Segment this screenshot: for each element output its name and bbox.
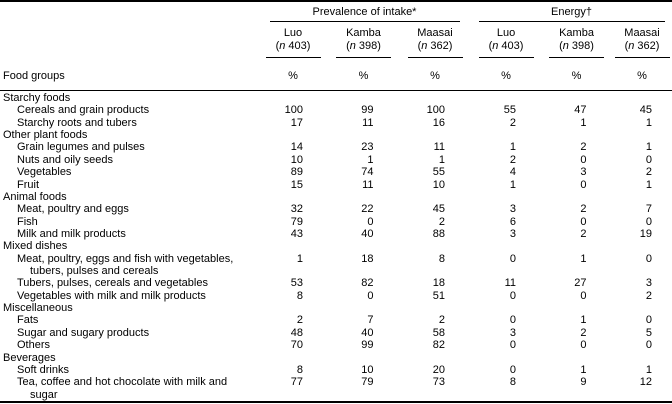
value-cell	[258, 216, 328, 228]
value-number: 11	[362, 178, 374, 191]
value-cell	[328, 376, 399, 402]
value-cell	[399, 117, 471, 129]
group-row	[0, 352, 672, 364]
value-cell	[471, 141, 541, 153]
value-number: 2	[509, 153, 517, 166]
food-label: Fish	[17, 215, 38, 228]
percent-header: %	[471, 63, 541, 91]
column-sample-size: (n 362)	[417, 39, 453, 52]
value-cell	[541, 104, 612, 116]
value-cell	[399, 339, 471, 351]
value-cell	[612, 228, 672, 240]
value-number: 0	[580, 178, 587, 191]
group-row	[0, 129, 672, 141]
column-underline	[615, 57, 670, 58]
value-number: 0	[645, 314, 653, 327]
value-cell	[258, 314, 328, 326]
spanner-energy-label: Energy†	[479, 6, 665, 22]
value-cell	[541, 314, 612, 326]
group-row	[0, 91, 672, 105]
value-cell	[328, 277, 399, 289]
spanner-prevalence-label: Prevalence of intake*	[270, 6, 460, 22]
value-cell	[471, 253, 541, 278]
value-cell	[258, 166, 328, 178]
food-row	[0, 203, 672, 215]
value-number: 10	[361, 363, 374, 376]
column-header-maasai	[612, 22, 672, 63]
value-cell	[612, 216, 672, 228]
table-body	[0, 91, 672, 402]
value-cell	[471, 327, 541, 339]
spanner-energy	[471, 1, 672, 22]
value-cell	[471, 216, 541, 228]
value-cell	[471, 290, 541, 302]
column-tribe-name: Luo	[496, 27, 516, 39]
food-label: Fats	[17, 314, 39, 327]
value-cell	[541, 339, 612, 351]
value-cell	[471, 179, 541, 191]
value-cell	[258, 104, 328, 116]
column-underline	[549, 57, 604, 58]
food-row	[0, 253, 672, 278]
value-cell	[612, 253, 672, 278]
food-label: Tubers, pulses, cereals and vegetables	[17, 277, 208, 290]
food-row	[0, 327, 672, 339]
value-cell	[471, 117, 541, 129]
value-number: 11	[433, 141, 445, 154]
value-cell	[612, 104, 672, 116]
food-label: Grain legumes and pulses	[17, 141, 145, 154]
value-number: 100	[284, 104, 303, 117]
column-underline	[479, 57, 534, 58]
value-number: 40	[361, 227, 374, 240]
value-cell	[612, 314, 672, 326]
value-number: 1	[296, 252, 303, 265]
value-number: 2	[509, 116, 517, 129]
value-number: 0	[367, 289, 374, 302]
value-number: 0	[645, 339, 653, 352]
value-cell	[541, 228, 612, 240]
value-number: 0	[645, 153, 653, 166]
value-number: 2	[438, 215, 445, 228]
value-number: 22	[361, 203, 374, 216]
value-cell	[258, 253, 328, 278]
group-label: Animal foods	[3, 190, 67, 203]
value-cell	[541, 253, 612, 278]
value-cell	[612, 141, 672, 153]
value-number: 27	[574, 277, 587, 290]
value-number: 0	[645, 252, 653, 265]
food-label: Starchy roots and tubers	[17, 116, 137, 129]
value-cell	[612, 203, 672, 215]
value-number: 48	[290, 326, 303, 339]
value-cell	[612, 117, 672, 129]
group-label: Other plant foods	[3, 129, 88, 142]
food-row	[0, 314, 672, 326]
value-number: 11	[504, 277, 517, 290]
value-cell	[612, 277, 672, 289]
value-number: 88	[432, 227, 445, 240]
value-cell	[399, 216, 471, 228]
value-cell	[399, 104, 471, 116]
food-label: Vegetables	[17, 166, 72, 179]
value-number: 1	[645, 141, 653, 154]
value-number: 32	[290, 203, 303, 216]
column-tribe-name: Kamba	[346, 27, 381, 39]
corner-cell	[0, 22, 258, 63]
value-number: 1	[509, 141, 517, 154]
value-cell	[328, 364, 399, 376]
value-cell	[258, 277, 328, 289]
value-cell	[471, 277, 541, 289]
value-cell	[541, 364, 612, 376]
value-number: 4	[509, 166, 517, 179]
value-number: 6	[509, 215, 517, 228]
value-number: 3	[580, 166, 587, 179]
value-cell	[258, 154, 328, 166]
column-underline	[408, 57, 463, 58]
value-cell	[399, 376, 471, 402]
food-label: Nuts and oily seeds	[17, 153, 113, 166]
value-cell	[541, 117, 612, 129]
value-cell	[399, 364, 471, 376]
value-number: 1	[509, 178, 517, 191]
value-cell	[399, 314, 471, 326]
value-number: 8	[438, 252, 445, 265]
value-number: 23	[361, 141, 374, 154]
value-number: 10	[432, 178, 445, 191]
value-cell	[328, 166, 399, 178]
food-label: Cereals and grain products	[17, 104, 150, 117]
column-tribe-name: Maasai	[417, 27, 453, 39]
value-number: 11	[362, 116, 374, 129]
value-number: 12	[639, 376, 653, 389]
column-underline	[336, 57, 391, 58]
value-number: 3	[509, 326, 517, 339]
value-number: 3	[509, 227, 517, 240]
value-number: 20	[432, 363, 445, 376]
value-cell	[541, 154, 612, 166]
food-row	[0, 141, 672, 153]
value-number: 0	[509, 289, 517, 302]
unit-row	[0, 63, 672, 91]
value-number: 79	[290, 215, 303, 228]
food-label: Sugar and sugary products	[17, 326, 150, 339]
value-number: 3	[509, 203, 517, 216]
value-number: 53	[290, 277, 303, 290]
value-cell	[328, 339, 399, 351]
value-number: 2	[645, 289, 653, 302]
food-row	[0, 117, 672, 129]
group-row	[0, 191, 672, 203]
value-number: 43	[290, 227, 303, 240]
value-cell	[541, 166, 612, 178]
value-cell	[541, 203, 612, 215]
column-sample-size: (n 362)	[624, 39, 660, 52]
column-tribe-name: Maasai	[624, 27, 660, 39]
value-number: 99	[361, 104, 374, 117]
value-cell	[471, 376, 541, 402]
value-cell	[612, 154, 672, 166]
value-cell	[612, 179, 672, 191]
value-cell	[612, 364, 672, 376]
value-cell	[541, 141, 612, 153]
group-label: Mixed dishes	[3, 240, 68, 253]
value-number: 7	[367, 314, 374, 327]
food-label: Others	[17, 339, 51, 352]
column-sample-size: (n 403)	[488, 39, 524, 52]
value-cell	[258, 327, 328, 339]
value-number: 0	[580, 153, 587, 166]
value-cell	[471, 364, 541, 376]
value-number: 2	[438, 314, 445, 327]
percent-header: %	[328, 63, 399, 91]
value-cell	[541, 216, 612, 228]
food-row	[0, 364, 672, 376]
value-number: 2	[296, 314, 303, 327]
percent-header: %	[612, 63, 672, 91]
value-cell	[541, 277, 612, 289]
row-header-label: Food groups	[0, 63, 258, 91]
value-number: 89	[290, 166, 303, 179]
value-cell	[328, 141, 399, 153]
column-underline	[266, 57, 321, 58]
value-cell	[399, 141, 471, 153]
value-number: 8	[509, 376, 517, 389]
value-cell	[328, 104, 399, 116]
value-number: 0	[509, 314, 517, 327]
value-cell	[258, 179, 328, 191]
value-number: 51	[432, 289, 445, 302]
group-row	[0, 240, 672, 252]
value-number: 47	[574, 104, 587, 117]
value-number: 82	[361, 277, 374, 290]
value-cell	[258, 228, 328, 240]
value-number: 9	[580, 376, 587, 389]
value-cell	[258, 339, 328, 351]
value-number: 40	[361, 326, 374, 339]
value-cell	[541, 290, 612, 302]
value-number: 1	[438, 153, 445, 166]
value-cell	[399, 228, 471, 240]
food-label: Soft drinks	[17, 363, 69, 376]
value-cell	[541, 179, 612, 191]
food-label: Milk and milk products	[17, 227, 126, 240]
value-number: 8	[296, 289, 303, 302]
value-number: 0	[509, 252, 517, 265]
percent-header: %	[399, 63, 471, 91]
value-number: 2	[580, 141, 587, 154]
value-cell	[258, 117, 328, 129]
value-number: 0	[509, 363, 517, 376]
value-number: 0	[367, 215, 374, 228]
percent-header: %	[258, 63, 328, 91]
food-row	[0, 179, 672, 191]
value-number: 77	[290, 376, 303, 389]
value-cell	[399, 327, 471, 339]
value-number: 0	[580, 339, 587, 352]
value-number: 1	[580, 363, 587, 376]
value-number: 0	[580, 215, 587, 228]
value-cell	[399, 166, 471, 178]
value-number: 7	[645, 203, 653, 216]
value-cell	[399, 277, 471, 289]
value-cell	[399, 203, 471, 215]
value-number: 79	[361, 376, 374, 389]
food-row	[0, 104, 672, 116]
value-cell	[399, 179, 471, 191]
group-row	[0, 302, 672, 314]
food-label: Tea, coffee and hot chocolate with milk and sugar	[17, 376, 228, 401]
value-cell	[328, 154, 399, 166]
value-cell	[328, 203, 399, 215]
value-number: 55	[432, 166, 445, 179]
food-label: Meat, poultry, eggs and fish with vegetables, tubers, pulses and cereals	[17, 252, 234, 278]
value-number: 1	[645, 363, 653, 376]
value-number: 19	[639, 227, 653, 240]
value-number: 0	[645, 215, 653, 228]
value-number: 70	[290, 339, 303, 352]
food-row	[0, 290, 672, 302]
value-number: 82	[432, 339, 445, 352]
value-cell	[612, 290, 672, 302]
value-cell	[328, 314, 399, 326]
column-header-kamba	[328, 22, 399, 63]
value-number: 10	[290, 153, 303, 166]
value-number: 5	[645, 326, 653, 339]
value-cell	[471, 203, 541, 215]
value-number: 45	[432, 203, 445, 216]
value-number: 17	[290, 116, 303, 129]
spanner-row	[0, 1, 672, 22]
value-number: 15	[290, 178, 303, 191]
value-cell	[328, 290, 399, 302]
food-row	[0, 216, 672, 228]
value-cell	[471, 228, 541, 240]
column-header-luo	[258, 22, 328, 63]
value-cell	[612, 339, 672, 351]
value-number: 73	[432, 376, 445, 389]
value-number: 8	[296, 363, 303, 376]
value-number: 3	[645, 277, 653, 290]
value-cell	[541, 376, 612, 402]
value-cell	[471, 339, 541, 351]
value-number: 1	[580, 314, 587, 327]
value-cell	[612, 327, 672, 339]
column-header-kamba	[541, 22, 612, 63]
food-label: Meat, poultry and eggs	[17, 203, 129, 216]
value-number: 99	[361, 339, 374, 352]
value-cell	[471, 314, 541, 326]
value-number: 0	[509, 339, 517, 352]
food-row	[0, 166, 672, 178]
value-number: 18	[361, 252, 374, 265]
value-cell	[399, 290, 471, 302]
value-number: 14	[290, 141, 303, 154]
column-header-luo	[471, 22, 541, 63]
value-cell	[328, 327, 399, 339]
food-row	[0, 154, 672, 166]
value-number: 100	[426, 104, 445, 117]
value-cell	[328, 117, 399, 129]
table-head	[0, 1, 672, 91]
food-row	[0, 339, 672, 351]
value-number: 55	[503, 104, 517, 117]
value-number: 1	[367, 153, 374, 166]
value-number: 2	[580, 203, 587, 216]
value-cell	[612, 376, 672, 402]
food-label: Vegetables with milk and milk products	[17, 289, 206, 302]
value-number: 2	[580, 326, 587, 339]
value-number: 1	[580, 116, 587, 129]
value-number: 45	[639, 104, 653, 117]
value-cell	[258, 364, 328, 376]
column-sample-size: (n 398)	[559, 39, 594, 52]
group-label: Miscellaneous	[3, 302, 73, 315]
spanner-prevalence	[258, 1, 471, 22]
group-label: Beverages	[3, 351, 56, 364]
value-number: 1	[645, 178, 653, 191]
food-row	[0, 277, 672, 289]
column-sample-size: (n 398)	[346, 39, 381, 52]
value-cell	[328, 253, 399, 278]
value-cell	[258, 141, 328, 153]
value-number: 18	[432, 277, 445, 290]
value-cell	[471, 104, 541, 116]
value-number: 2	[645, 166, 653, 179]
column-header-maasai	[399, 22, 471, 63]
column-headers-row	[0, 22, 672, 63]
column-tribe-name: Kamba	[559, 27, 594, 39]
value-cell	[471, 166, 541, 178]
value-number: 2	[580, 227, 587, 240]
value-number: 1	[645, 116, 653, 129]
value-cell	[541, 327, 612, 339]
food-row	[0, 376, 672, 402]
value-cell	[328, 179, 399, 191]
value-number: 58	[432, 326, 445, 339]
value-cell	[399, 154, 471, 166]
value-cell	[612, 166, 672, 178]
corner-cell	[0, 1, 258, 22]
value-number: 74	[361, 166, 374, 179]
value-cell	[399, 253, 471, 278]
column-sample-size: (n 403)	[275, 39, 311, 52]
value-number: 1	[580, 252, 587, 265]
value-cell	[258, 290, 328, 302]
value-cell	[471, 154, 541, 166]
food-row	[0, 228, 672, 240]
value-number: 0	[580, 289, 587, 302]
value-cell	[258, 376, 328, 402]
value-number: 16	[432, 116, 445, 129]
value-cell	[328, 216, 399, 228]
value-cell	[258, 203, 328, 215]
group-label: Starchy foods	[3, 92, 71, 104]
value-cell	[328, 228, 399, 240]
column-tribe-name: Luo	[283, 27, 303, 39]
percent-header: %	[541, 63, 612, 91]
food-label: Fruit	[17, 178, 39, 191]
